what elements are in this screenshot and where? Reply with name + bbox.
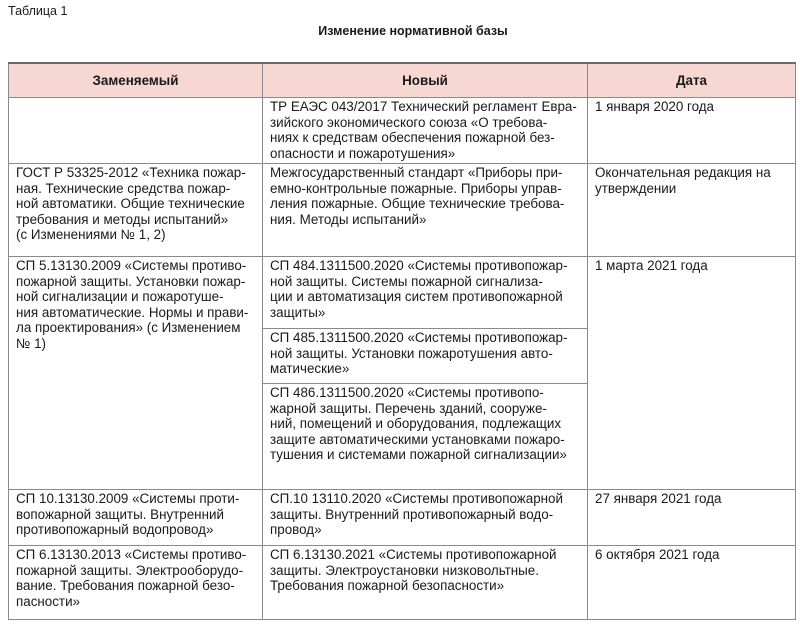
cell-line: провод»	[270, 522, 322, 537]
cell-line: пожарной защиты. Установки пожар-	[16, 273, 246, 289]
cell-line: СП.10 13110.2020 «Системы противопожарной	[270, 491, 563, 506]
cell-line: ления пожарные. Общие технические требова-	[270, 196, 565, 211]
cell-line: 1 марта 2021 года	[595, 258, 708, 273]
cell-replaced	[9, 490, 263, 546]
cell-line: жарной защиты. Перечень зданий, сооруже-	[270, 400, 547, 416]
cell-line: опасности и пожаротушения»	[270, 145, 456, 161]
cell-line: Окончательная редакция на	[595, 165, 771, 180]
cell-line: ной защиты. Системы пожарной сигнализа-	[270, 273, 543, 289]
cell-line: СП 5.13130.2009 «Системы противо-	[16, 258, 247, 273]
cell-line: СП 484.1311500.2020 «Системы противопожар-	[270, 258, 568, 273]
cell-line: СП 6.13130.2021 «Системы противопожарной	[270, 547, 557, 562]
cell-line: СП 10.13130.2009 «Системы проти-	[16, 491, 240, 506]
header-replaced: Заменяемый	[9, 63, 263, 98]
cell-line: (с Изменениями № 1, 2)	[16, 227, 166, 242]
cell-new	[263, 384, 588, 490]
header-date: Дата	[588, 63, 796, 98]
table-title: Изменение нормативной базы	[318, 24, 508, 38]
cell-line: 1 января 2020 года	[595, 99, 715, 114]
cell-line: матические»	[270, 361, 350, 376]
cell-line: вание. Требования пожарной безо-	[16, 578, 235, 593]
cell-line: вопожарной защиты. Внутренний	[16, 506, 224, 522]
cell-line: защиты»	[270, 304, 326, 320]
cell-line: ной защиты. Установки пожаротушения авто-	[270, 345, 553, 361]
cell-line: ной сигнализации и пожаротуше-	[16, 289, 224, 304]
table-row	[9, 98, 796, 164]
cell-line: ной автоматики. Общие технические	[16, 196, 245, 211]
cell-replaced	[9, 164, 263, 257]
cell-new	[263, 257, 588, 329]
cell-line: № 1)	[16, 335, 46, 351]
table-row	[9, 490, 796, 546]
cell-line: ниях к средствам обеспечения пожарной без-	[270, 130, 555, 145]
cell-line: защиты. Электроустановки низковольтные.	[270, 562, 539, 578]
cell-line: Межгосударственный стандарт «Приборы при-	[270, 165, 563, 180]
normative-base-table	[8, 62, 796, 620]
cell-line: защите автоматическими установками пожаро-	[270, 431, 565, 447]
cell-line: ГОСТ Р 53325-2012 «Техника пожар-	[16, 165, 246, 180]
table-caption: Таблица 1	[8, 4, 68, 18]
cell-replaced	[9, 98, 263, 164]
cell-line: утверждении	[595, 180, 677, 196]
cell-line: тушения и системами пожарной сигнализации»	[270, 447, 567, 462]
cell-line: требования и методы испытаний»	[16, 211, 229, 227]
cell-line: СП 6.13130.2013 «Системы противо-	[16, 547, 247, 562]
cell-date	[588, 98, 796, 164]
cell-line: ции и автоматизация систем противопожарной	[270, 289, 563, 304]
cell-new	[263, 546, 588, 620]
cell-new	[263, 164, 588, 257]
cell-line: ния автоматические. Нормы и прави-	[16, 304, 249, 320]
cell-line: СП 486.1311500.2020 «Системы противопо-	[270, 385, 544, 400]
table-row	[9, 164, 796, 257]
header-row	[9, 63, 796, 98]
header-new: Новый	[263, 63, 588, 98]
cell-new	[263, 98, 588, 164]
cell-date	[588, 490, 796, 546]
cell-new	[263, 329, 588, 384]
table-row	[9, 546, 796, 620]
cell-line: Требования пожарной безопасности»	[270, 578, 505, 593]
cell-line: 6 октября 2021 года	[595, 547, 720, 562]
cell-line: ная. Технические средства пожар-	[16, 180, 231, 196]
cell-line: пасности»	[16, 593, 80, 609]
cell-line: зийского экономического союза «О требова-	[270, 114, 548, 130]
cell-date	[588, 164, 796, 257]
cell-line: противопожарный водопровод»	[16, 522, 214, 537]
cell-line: емно-контрольные пожарные. Приборы управ-	[270, 180, 562, 196]
cell-line: ний, помещений и оборудования, подлежащих	[270, 416, 562, 431]
cell-line: 27 января 2021 года	[595, 491, 722, 506]
cell-line: защиты. Внутренний противопожарный водо-	[270, 506, 554, 522]
cell-line: ния. Методы испытаний»	[270, 211, 427, 227]
cell-line: СП 485.1311500.2020 «Системы противопожар-	[270, 330, 568, 345]
cell-replaced	[9, 546, 263, 620]
cell-new	[263, 490, 588, 546]
cell-replaced	[9, 257, 263, 490]
cell-date	[588, 257, 796, 490]
cell-line: ла проектирования» (с Изменением	[16, 320, 241, 335]
table-row	[9, 257, 796, 329]
cell-line: пожарной защиты. Электрооборудо-	[16, 562, 244, 578]
cell-line: ТР ЕАЭС 043/2017 Технический регламент Евра-	[270, 99, 577, 114]
cell-date	[588, 546, 796, 620]
